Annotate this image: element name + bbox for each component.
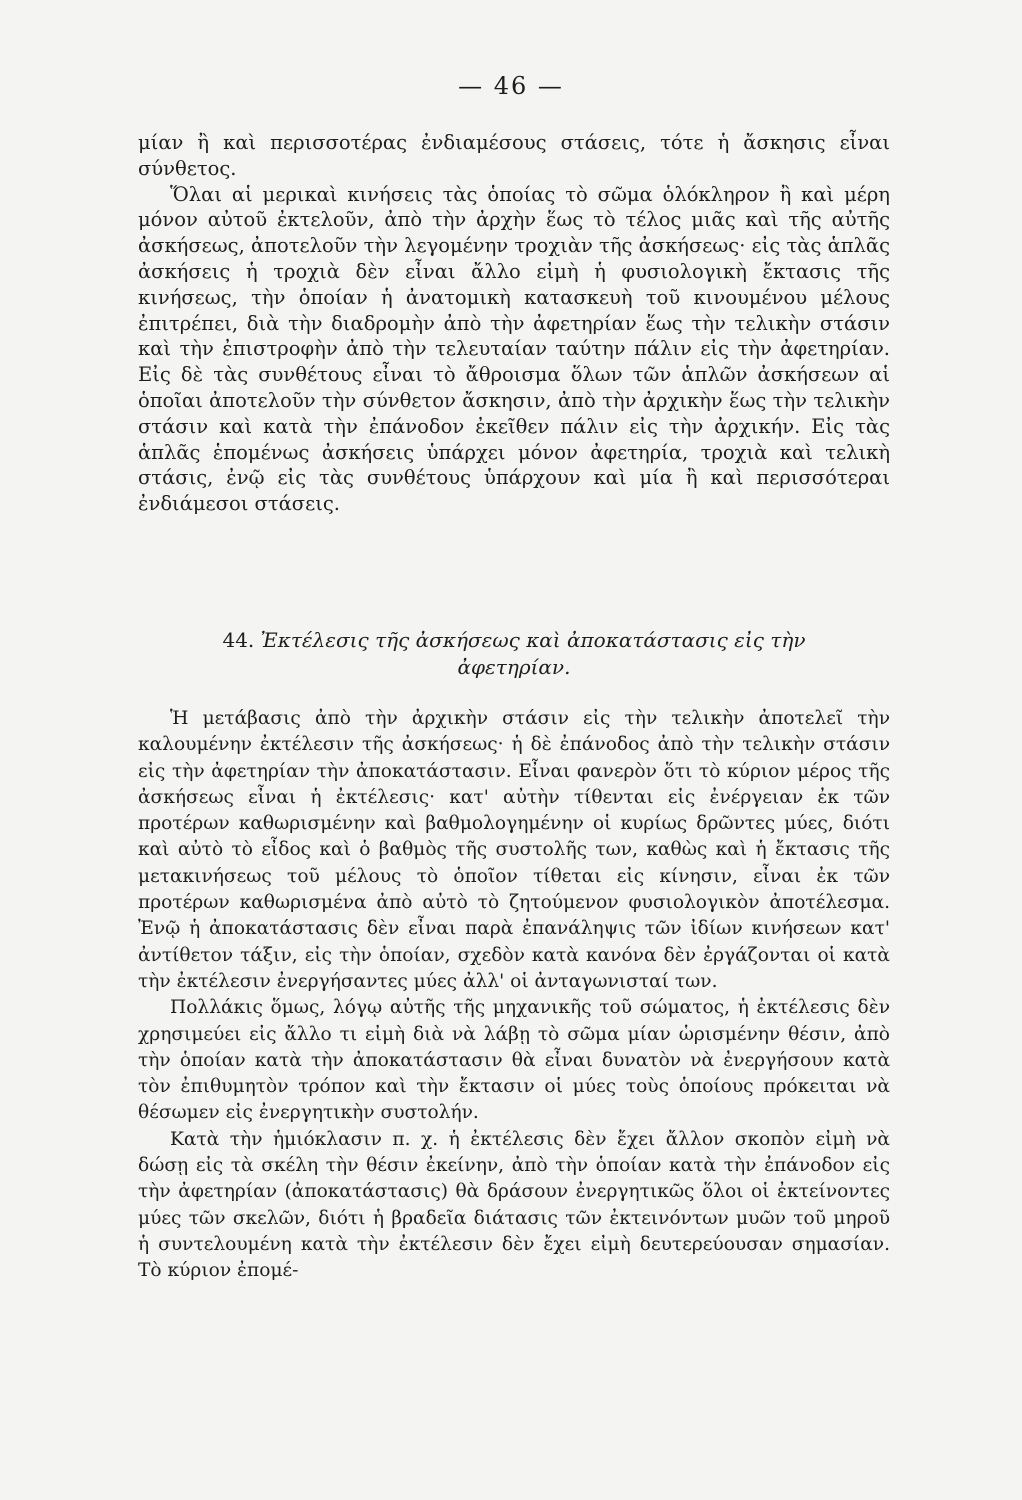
page-number: — 46 — <box>458 72 564 100</box>
text-block-2 <box>138 706 890 1285</box>
paragraph: Πολλάκις ὅμως, λόγῳ αὐτῆς τῆς μηχανικῆς τοῦ σώματος, ἡ ἐκτέλεσις δὲν χρησιμεύει εἰς ἄλλο τι εἰμὴ διὰ νὰ λάβῃ τὸ σῶμα μίαν ὡρισμένην θέσιν, ἀπὸ τὴν ὁποίαν κατὰ τὴν ἀποκατάστασιν θὰ εἶναι δυνατὸν νὰ ἐνεργήσουν κατὰ τὸν ἐπιθυμητὸν τρόπον καὶ τὴν ἔκτασιν οἱ μύες τοὺς ὁποίους πρόκειται νὰ θέσωμεν εἰς ἐνεργητικὴν συστολήν. <box>138 997 890 1124</box>
section-heading <box>138 627 890 681</box>
paragraph: Ὅλαι αἱ μερικαὶ κινήσεις τὰς ὁποίας τὸ σῶμα ὁλόκληρον ἢ καὶ μέρη μόνον αὐτοῦ ἐκτελοῦν, ἀπὸ τὴν ἀρχὴν ἕως τὸ τέλος μιᾶς καὶ τῆς αὐτῆς ἀσκήσεως, ἀποτελοῦν τὴν λεγομένην τροχιὰν τῆς ἀσκήσεως· εἰς τὰς ἁπλᾶς ἀσκήσεις ἡ τροχιὰ δὲν εἶναι ἄλλο εἰμὴ ἡ φυσιολογικὴ ἔκτασις τῆς κινήσεως, τὴν ὁποίαν ἡ ἀνατομικὴ κατασκευὴ τοῦ κινουμένου μέλους ἐπιτρέπει, διὰ τὴν διαδρομὴν ἀπὸ τὴν ἀφετηρίαν ἕως τὴν τελικὴν στάσιν καὶ τὴν ἐπιστροφὴν ἀπὸ τὴν τελευταίαν ταύτην πάλιν εἰς τὴν ἀφετηρίαν. Εἰς δὲ τὰς συνθέτους εἶναι τὸ ἄθροισμα ὅλων τῶν ἁπλῶν ἀσκήσεων αἱ ὁποῖαι ἀποτελοῦν τὴν σύνθετον ἄσκησιν, ἀπὸ τὴν ἀρχικὴν ἕως τὴν τελικὴν στάσιν καὶ κατὰ τὴν ἐπάνοδον ἐκεῖθεν πάλιν εἰς τὴν ἀρχικήν. Εἰς τὰς ἁπλᾶς ἑπομένως ἀσκήσεις ὑπάρχει μόνον ἀφετηρία, τροχιὰ καὶ τελικὴ στάσις, ἐνῷ εἰς τὰς συνθέτους ὑπάρχουν καὶ μία ἢ καὶ περισσότεραι ἐνδιάμεσοι στάσεις. <box>138 182 890 516</box>
section-title-part-1: Ἐκτέλεσις τῆς ἀσκήσεως καὶ ἀποκατάστασις εἰς τὴν <box>260 628 806 652</box>
paragraph: Ἡ μετάβασις ἀπὸ τὴν ἀρχικὴν στάσιν εἰς τὴν τελικὴν ἀποτελεῖ τὴν καλουμένην ἐκτέλεσιν τῆς ἀσκήσεως· ἡ δὲ ἐπάνοδος ἀπὸ τὴν τελικὴν στάσιν εἰς τὴν ἀφετηρίαν τὴν ἀποκατάστασιν. Εἶναι φανερὸν ὅτι τὸ κύριον μέρος τῆς ἀσκήσεως εἶναι ἡ ἐκτέλεσις· κατ' αὐτὴν τίθενται εἰς ἐνέργειαν ἐκ τῶν προτέρων καθωρισμένην καὶ βαθμολογημένην οἱ κυρίως δρῶντες μύες, διότι καὶ αὐτὸ τὸ εἶδος καὶ ὁ βαθμὸς τῆς συστολῆς των, καθὼς καὶ ἡ ἔκτασις τῆς μετακινήσεως τοῦ μέλους τὸ ὁποῖον τίθεται εἰς κίνησιν, εἶναι ἐκ τῶν προτέρων καθωρισμένα ἀπὸ αὐτὸ τὸ ζητούμενον φυσιολογικὸν ἀποτέλεσμα. Ἐνῷ ἡ ἀποκατάστασις δὲν εἶναι παρὰ ἐπανάληψις τῶν ἰδίων κινήσεων κατ' ἀντίθετον τάξιν, εἰς τὴν ὁποίαν, σχεδὸν κατὰ κανόνα δὲν ἐργάζονται οἱ κατὰ τὴν ἐκτέλεσιν ἐνεργήσαντες μύες ἀλλ' οἱ ἀνταγωνισταί των. <box>138 708 890 992</box>
section-title-part-2: ἀφετηρίαν. <box>457 655 571 679</box>
paragraph-continuation: μίαν ἢ καὶ περισσοτέρας ἐνδιαμέσους στάσεις, τότε ἡ ἄσκησις εἶναι σύνθετος. <box>138 131 890 180</box>
paragraph: Κατὰ τὴν ἡμιόκλασιν π. χ. ἡ ἐκτέλεσις δὲν ἔχει ἄλλον σκοπὸν εἰμὴ νὰ δώσῃ εἰς τὰ σκέλη τὴν θέσιν ἐκείνην, ἀπὸ τὴν ὁποίαν κατὰ τὴν ἐπάνοδον εἰς τὴν ἀφετηρίαν (ἀποκατάστασις) θὰ δράσουν ἐνεργητικῶς ὅλοι οἱ ἐκτείνοντες μύες τῶν σκελῶν, διότι ἡ βραδεῖα διάτασις τῶν ἐκτεινόντων μυῶν τοῦ μηροῦ ἡ συντελουμένη κατὰ τὴν ἐκτέλεσιν δὲν ἔχει εἰμὴ δευτερεύουσαν σημασίαν. Τὸ κύριον ἐπομέ- <box>138 1128 890 1282</box>
section-number: 44. <box>222 628 255 652</box>
section-heading-line-1 <box>138 627 890 654</box>
text-block-1 <box>138 130 890 517</box>
